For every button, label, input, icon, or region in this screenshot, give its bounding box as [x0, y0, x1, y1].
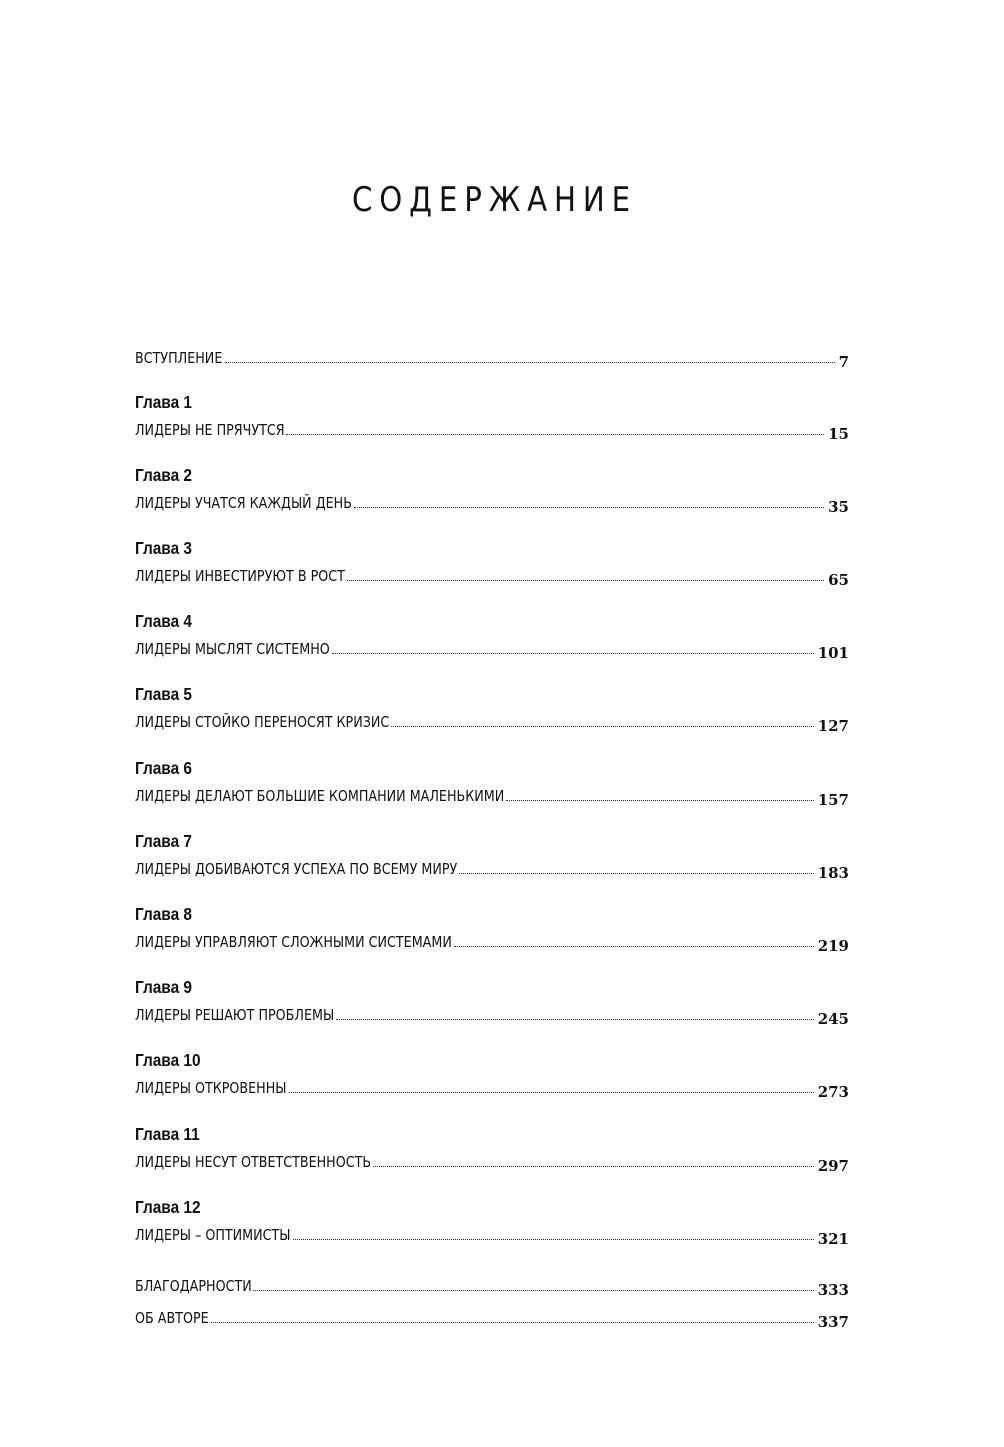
toc-line[interactable] — [135, 491, 849, 516]
entry-title: ЛИДЕРЫ ОТКРОВЕННЫ — [135, 1079, 287, 1097]
chapter-label: Глава 3 — [135, 538, 192, 558]
dot-leader — [336, 1019, 813, 1020]
dot-leader — [506, 800, 814, 801]
chapter-label: Глава 9 — [135, 977, 192, 997]
dot-leader — [293, 1239, 814, 1240]
page-number: 101 — [817, 644, 849, 662]
page-number: 333 — [817, 1281, 849, 1299]
page-number: 127 — [817, 717, 849, 735]
page-number: 183 — [817, 864, 849, 882]
toc-line[interactable] — [135, 637, 849, 662]
chapter-label: Глава 6 — [135, 758, 192, 778]
page-number: 297 — [817, 1157, 849, 1175]
toc-line[interactable] — [135, 1076, 849, 1101]
entry-title: ЛИДЕРЫ ДОБИВАЮТСЯ УСПЕХА ПО ВСЕМУ МИРУ — [135, 860, 458, 878]
chapter-label: Глава 2 — [135, 465, 192, 485]
entry-title: ЛИДЕРЫ НЕ ПРЯЧУТСЯ — [135, 421, 285, 439]
chapter-label: Глава 5 — [135, 684, 192, 704]
toc-line[interactable] — [135, 1150, 849, 1175]
entry-title: ЛИДЕРЫ НЕСУТ ОТВЕТСТВЕННОСТЬ — [135, 1153, 372, 1171]
toc-line[interactable] — [135, 1274, 849, 1299]
dot-leader — [253, 1290, 813, 1291]
toc-line[interactable] — [135, 1223, 849, 1248]
dot-leader — [332, 653, 814, 654]
page-number: 15 — [828, 425, 849, 443]
dot-leader — [459, 873, 813, 874]
dot-leader — [211, 1322, 814, 1323]
chapter-label: Глава 8 — [135, 904, 192, 924]
toc-line[interactable] — [135, 564, 849, 589]
page-number: 219 — [817, 937, 849, 955]
toc-line[interactable] — [135, 346, 849, 371]
entry-title: ЛИДЕРЫ ДЕЛАЮТ БОЛЬШИЕ КОМПАНИИ МАЛЕНЬКИМИ — [135, 787, 505, 805]
toc-line[interactable] — [135, 930, 849, 955]
toc-line[interactable] — [135, 418, 849, 443]
chapter-label: Глава 10 — [135, 1050, 201, 1070]
dot-leader — [373, 1166, 814, 1167]
chapter-label: Глава 11 — [135, 1124, 200, 1144]
entry-title: ЛИДЕРЫ СТОЙКО ПЕРЕНОСЯТ КРИЗИС — [135, 713, 390, 731]
dot-leader — [347, 580, 824, 581]
entry-title: ЛИДЕРЫ РЕШАЮТ ПРОБЛЕМЫ — [135, 1006, 335, 1024]
chapter-label: Глава 7 — [135, 831, 192, 851]
entry-title: ЛИДЕРЫ УЧАТСЯ КАЖДЫЙ ДЕНЬ — [135, 494, 352, 512]
dot-leader — [286, 434, 824, 435]
entry-title: ЛИДЕРЫ УПРАВЛЯЮТ СЛОЖНЫМИ СИСТЕМАМИ — [135, 933, 452, 951]
dot-leader — [454, 946, 814, 947]
toc-line[interactable] — [135, 784, 849, 809]
chapter-label: Глава 12 — [135, 1197, 201, 1217]
entry-title: ОБ АВТОРЕ — [135, 1309, 209, 1327]
page-number: 65 — [828, 571, 849, 589]
page-number: 35 — [828, 498, 849, 516]
toc-line[interactable] — [135, 710, 849, 735]
page-number: 157 — [817, 791, 849, 809]
dot-leader — [391, 726, 814, 727]
page-number: 245 — [817, 1010, 849, 1028]
entry-title: ВСТУПЛЕНИЕ — [135, 349, 223, 367]
entry-title: ЛИДЕРЫ ИНВЕСТИРУЮТ В РОСТ — [135, 567, 345, 585]
entry-title: ЛИДЕРЫ МЫСЛЯТ СИСТЕМНО — [135, 640, 330, 658]
entry-title: ЛИДЕРЫ – ОПТИМИСТЫ — [135, 1226, 291, 1244]
chapter-label: Глава 1 — [135, 392, 192, 412]
toc-line[interactable] — [135, 1306, 849, 1331]
dot-leader — [289, 1092, 814, 1093]
chapter-label: Глава 4 — [135, 611, 192, 631]
entry-title: БЛАГОДАРНОСТИ — [135, 1277, 252, 1295]
toc-line[interactable] — [135, 857, 849, 882]
page-title: СОДЕРЖАНИЕ — [351, 180, 638, 220]
page-number: 321 — [817, 1230, 849, 1248]
toc-line[interactable] — [135, 1003, 849, 1028]
dot-leader — [225, 362, 835, 363]
page-number: 273 — [817, 1083, 849, 1101]
page-number: 7 — [838, 353, 849, 371]
dot-leader — [354, 507, 824, 508]
page-number: 337 — [817, 1313, 849, 1331]
